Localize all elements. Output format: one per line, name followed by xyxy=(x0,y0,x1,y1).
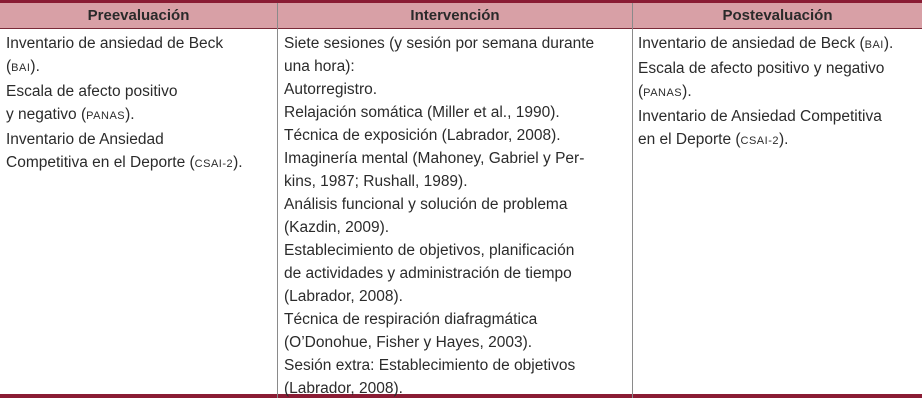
cell-text-line: (Labrador, 2008). xyxy=(284,380,403,397)
text-fragment: ). xyxy=(233,154,243,171)
cell-text-line: Técnica de exposición (Labrador, 2008). xyxy=(284,127,561,144)
header-postevaluacion: Postevaluación xyxy=(722,7,833,24)
cell-text-line: Siete sesiones (y sesión por semana durante xyxy=(284,35,595,52)
cell-text-line: Establecimiento de objetivos, planificación xyxy=(284,242,575,259)
intervencion-cell xyxy=(284,32,628,400)
cell-text-line: Autorregistro. xyxy=(284,81,378,98)
cell-text-line xyxy=(638,128,920,153)
text-fragment: Inventario de ansiedad de Beck ( xyxy=(638,35,865,52)
table-header-row xyxy=(0,3,922,29)
cell-text-line: kins, 1987; Rushall, 1989). xyxy=(284,173,468,190)
cell-text-line xyxy=(638,32,920,57)
cell-text-line xyxy=(638,80,920,105)
column-divider xyxy=(632,3,633,398)
cell-text-line xyxy=(6,55,272,80)
preevaluacion-cell xyxy=(6,32,272,176)
acronym: CSAI-2 xyxy=(740,135,779,147)
text-fragment: ). xyxy=(125,106,135,123)
acronym: PANAS xyxy=(86,110,126,122)
cell-text-line: una hora): xyxy=(284,58,355,75)
cell-text-line: (Labrador, 2008). xyxy=(284,288,403,305)
acronym: BAI xyxy=(11,62,31,74)
acronym: PANAS xyxy=(643,87,683,99)
text-fragment: Competitiva en el Deporte ( xyxy=(6,154,195,171)
acronym: BAI xyxy=(864,39,884,51)
text-fragment: y negativo ( xyxy=(6,106,87,123)
cell-text-line: de actividades y administración de tiempo xyxy=(284,265,572,282)
cell-text-line: Sesión extra: Establecimiento de objetivos xyxy=(284,357,576,374)
text-fragment: ). xyxy=(779,131,789,148)
cell-text-line: Análisis funcional y solución de problema xyxy=(284,196,568,213)
cell-text-line: (O’Donohue, Fisher y Hayes, 2003). xyxy=(284,334,533,351)
text-fragment: ( xyxy=(638,83,644,100)
text-fragment: ( xyxy=(6,58,12,75)
acronym: CSAI-2 xyxy=(194,158,234,170)
header-intervencion: Intervención xyxy=(410,7,500,24)
cell-text-line: Escala de afecto positivo xyxy=(6,83,178,100)
cell-text-line: Inventario de Ansiedad Competitiva xyxy=(638,108,882,125)
text-fragment: ). xyxy=(883,35,894,52)
text-fragment: en el Deporte ( xyxy=(638,131,741,148)
cell-text-line: Técnica de respiración diafragmática xyxy=(284,311,538,328)
column-divider xyxy=(277,3,278,398)
cell-text-line: Inventario de Ansiedad xyxy=(6,131,164,148)
cell-text-line: Relajación somática (Miller et al., 1990). xyxy=(284,104,560,121)
cell-text-line xyxy=(6,151,272,176)
cell-text-line: (Kazdin, 2009). xyxy=(284,219,390,236)
header-preevaluacion: Preevaluación xyxy=(87,7,190,24)
postevaluacion-cell xyxy=(638,32,920,153)
cell-text-line xyxy=(6,103,272,128)
cell-text-line: Inventario de ansiedad de Beck xyxy=(6,35,224,52)
cell-text-line: Imaginería mental (Mahoney, Gabriel y Per- xyxy=(284,150,585,167)
cell-text-line: Escala de afecto positivo y negativo xyxy=(638,60,885,77)
text-fragment: ). xyxy=(682,83,692,100)
text-fragment: ). xyxy=(30,58,40,75)
